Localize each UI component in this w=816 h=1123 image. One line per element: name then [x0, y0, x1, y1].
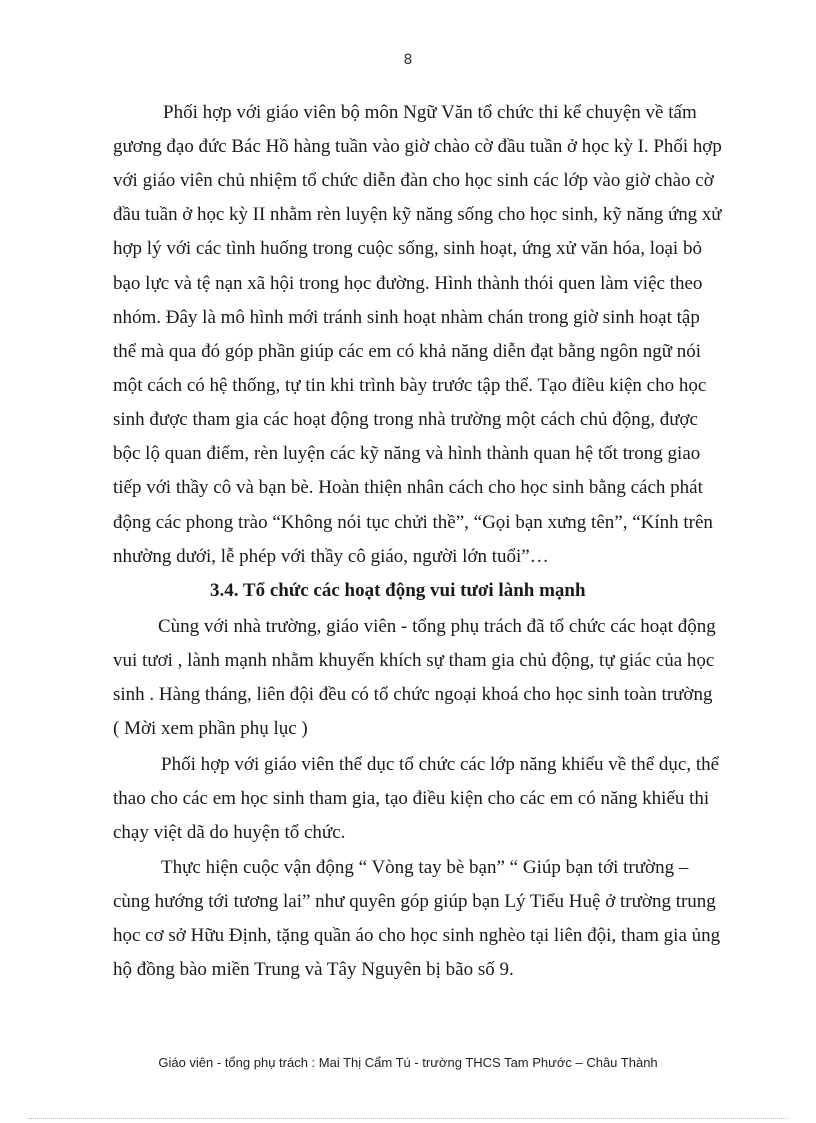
paragraph-line: Phối hợp với giáo viên thể dục tổ chức các lớp năng khiếu về thể dục, thể [161, 754, 720, 775]
paragraph-line: Thực hiện cuộc vận động “ Vòng tay bè bạn” “ Giúp bạn tới trường – [161, 857, 689, 878]
paragraph-line: tiếp với thầy cô và bạn bè. Hoàn thiện nhân cách cho học sinh bằng cách phát [113, 477, 703, 498]
paragraph-line: bạo lực và tệ nạn xã hội trong học đường. Hình thành thói quen làm việc theo [113, 273, 703, 294]
paragraph-line: Cùng với nhà trường, giáo viên - tổng phụ trách đã tổ chức các hoạt động [158, 616, 716, 637]
section-heading: 3.4. Tổ chức các hoạt động vui tươi lành mạnh [210, 580, 586, 601]
paragraph-line: nhóm. Đây là mô hình mới tránh sinh hoạt nhàm chán trong giờ sinh hoạt tập [113, 307, 700, 328]
paragraph-line: hộ đồng bào miền Trung và Tây Nguyên bị bão số 9. [113, 959, 514, 980]
paragraph-line: học cơ sở Hữu Định, tặng quần áo cho học sinh nghèo tại liên đội, tham gia ủng [113, 925, 721, 946]
paragraph-line: hợp lý với các tình huống trong cuộc sống, sinh hoạt, ứng xử văn hóa, loại bỏ [113, 238, 702, 259]
paragraph-line: sinh . Hàng tháng, liên đội đều có tổ chức ngoại khoá cho học sinh toàn trường [113, 684, 713, 705]
paragraph-line: chạy việt dã do huyện tổ chức. [113, 822, 346, 843]
paragraph-line: một cách có hệ thống, tự tin khi trình bày trước tập thể. Tạo điều kiện cho học [113, 375, 707, 396]
paragraph-line: sinh được tham gia các hoạt động trong nhà trường một cách chủ động, được [113, 409, 698, 430]
page-number: 8 [403, 52, 413, 68]
page-footer: Giáo viên - tổng phụ trách : Mai Thị Cẩm Tú - trường THCS Tam Phước – Châu Thành [158, 1055, 658, 1070]
paragraph-line: thao cho các em học sinh tham gia, tạo điều kiện cho các em có năng khiếu thi [113, 788, 710, 809]
paragraph-line: đầu tuần ở học kỳ II nhằm rèn luyện kỹ năng sống cho học sinh, kỹ năng ứng xử [113, 204, 722, 225]
paragraph-line: cùng hướng tới tương lai” như quyên góp giúp bạn Lý Tiểu Huệ ở trường trung [113, 891, 716, 912]
paragraph-line: gương đạo đức Bác Hồ hàng tuần vào giờ chào cờ đầu tuần ở học kỳ I. Phối hợp [113, 136, 722, 157]
paragraph-line: ( Mời xem phần phụ lục ) [113, 718, 308, 739]
page-edge-divider [28, 1118, 788, 1119]
paragraph-line: Phối hợp với giáo viên bộ môn Ngữ Văn tổ chức thi kể chuyện về tấm [163, 102, 697, 123]
paragraph-line: bộc lộ quan điểm, rèn luyện các kỹ năng và hình thành quan hệ tốt trong giao [113, 443, 701, 464]
paragraph-line: vui tươi , lành mạnh nhằm khuyến khích sự tham gia chủ động, tự giác của học [113, 650, 715, 671]
paragraph-line: thể mà qua đó góp phần giúp các em có khả năng diễn đạt bằng ngôn ngữ nói [113, 341, 702, 362]
paragraph-line: nhường dưới, lễ phép với thầy cô giáo, người lớn tuổi”… [113, 546, 549, 567]
paragraph-line: với giáo viên chủ nhiệm tổ chức diễn đàn cho học sinh các lớp vào giờ chào cờ [113, 170, 714, 191]
paragraph-line: động các phong trào “Không nói tục chửi thề”, “Gọi bạn xưng tên”, “Kính trên [113, 512, 713, 533]
